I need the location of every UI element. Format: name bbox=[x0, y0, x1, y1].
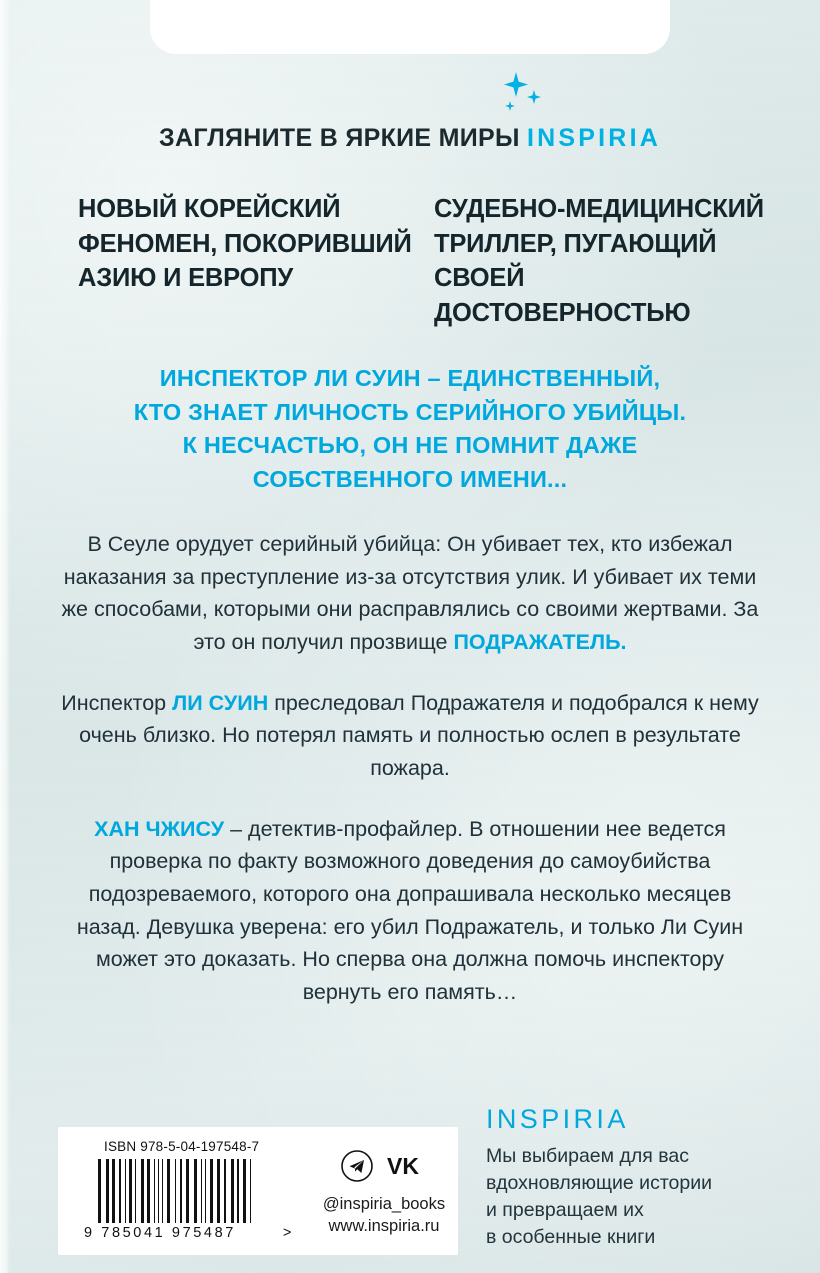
publisher-tagline bbox=[486, 1143, 786, 1251]
telegram-icon[interactable] bbox=[341, 1150, 373, 1187]
tagline-left: НОВЫЙ КОРЕЙСКИЙ ФЕНОМЕН, ПОКОРИВШИЙ АЗИЮ И ЕВРОПУ bbox=[78, 195, 412, 293]
vk-icon[interactable] bbox=[387, 1153, 427, 1184]
telegram-handle[interactable]: @inspiria_books bbox=[322, 1195, 446, 1213]
website-url[interactable]: www.inspiria.ru bbox=[328, 1217, 440, 1236]
brand-line-inspiria: INSPIRIA bbox=[527, 124, 661, 152]
social-text bbox=[310, 1193, 458, 1238]
blurb-paragraph-3 bbox=[60, 813, 760, 1009]
barcode-digits-value: 9 785041 975487 bbox=[84, 1225, 236, 1241]
hook-line-1: ИНСПЕКТОР ЛИ СУИН – ЕДИНСТВЕННЫЙ, bbox=[159, 365, 661, 391]
spine-edge bbox=[0, 0, 10, 1273]
taglines bbox=[42, 192, 778, 331]
hook-text bbox=[0, 362, 820, 496]
svg-text:VK: VK bbox=[387, 1152, 419, 1179]
blurb-paragraph-1 bbox=[60, 528, 760, 659]
blurb-paragraph-2 bbox=[60, 687, 760, 785]
publisher-tagline-line-2: вдохновляющие истории bbox=[486, 1172, 713, 1195]
top-white-notch bbox=[150, 0, 670, 54]
publisher-logo: INSPIRIA bbox=[486, 1104, 629, 1135]
hook-line-3: К НЕСЧАСТЬЮ, ОН НЕ ПОМНИТ ДАЖЕ bbox=[182, 432, 638, 459]
blurb-p2-text-b: преследовал Подражателя и подобрался к нему очень близко. Но потерял память и полностью ослеп в результате пожара. bbox=[79, 690, 759, 781]
blurb-p3-text: – детектив-профайлер. В отношении нее ведется проверка по факту возможного доведения до самоубийства подозреваемого, которого она допрашивала несколько месяцев назад. Девушка уверена: его убил Подражатель, и только Ли Суин может это доказать. Но сперва она должна помочь инспектору вернуть его память… bbox=[76, 816, 744, 1005]
social-icons bbox=[310, 1151, 458, 1185]
social-block bbox=[310, 1151, 458, 1238]
publisher-block bbox=[486, 1104, 786, 1251]
barcode-card bbox=[58, 1127, 458, 1255]
isbn-label: ISBN 978-5-04-197548-7 bbox=[104, 1139, 260, 1154]
publisher-tagline-line-4: в особенные книги bbox=[486, 1226, 656, 1249]
tagline-right: СУДЕБНО-МЕДИЦИНСКИЙ ТРИЛЛЕР, ПУГАЮЩИЙ СВОЕЙ ДОСТОВЕРНОСТЬЮ bbox=[434, 195, 764, 328]
barcode-digits bbox=[84, 1225, 304, 1241]
brand-line bbox=[0, 124, 820, 153]
hook-line-4: СОБСТВЕННОГО ИМЕНИ... bbox=[252, 465, 568, 492]
publisher-tagline-line-1: Мы выбираем для вас bbox=[486, 1145, 689, 1168]
blurb-p2-text-a: Инспектор bbox=[61, 690, 173, 715]
publisher-tagline-line-3: и превращаем их bbox=[486, 1199, 644, 1222]
blurb-p1-text: В Сеуле орудует серийный убийца: Он убивает тех, кто избежал наказания за преступление из-за отсутствия улик. И убивает их теми же способами, которыми они расправлялись со своими жертвами. За это он получил прозвище bbox=[61, 532, 759, 655]
hook-line-2: КТО ЗНАЕТ ЛИЧНОСТЬ СЕРИЙНОГО УБИЙЦЫ. bbox=[133, 398, 687, 425]
blurb bbox=[60, 528, 760, 1009]
barcode bbox=[98, 1159, 294, 1223]
blurb-p2-highlight: ЛИ СУИН bbox=[172, 690, 269, 715]
brand-line-prefix: ЗАГЛЯНИТЕ В ЯРКИЕ МИРЫ bbox=[159, 124, 520, 152]
barcode-suffix: > bbox=[282, 1225, 294, 1241]
sparkle-icon bbox=[496, 70, 546, 118]
blurb-p3-highlight: ХАН ЧЖИСУ bbox=[94, 816, 225, 841]
blurb-p1-highlight: ПОДРАЖАТЕЛЬ. bbox=[453, 630, 627, 655]
